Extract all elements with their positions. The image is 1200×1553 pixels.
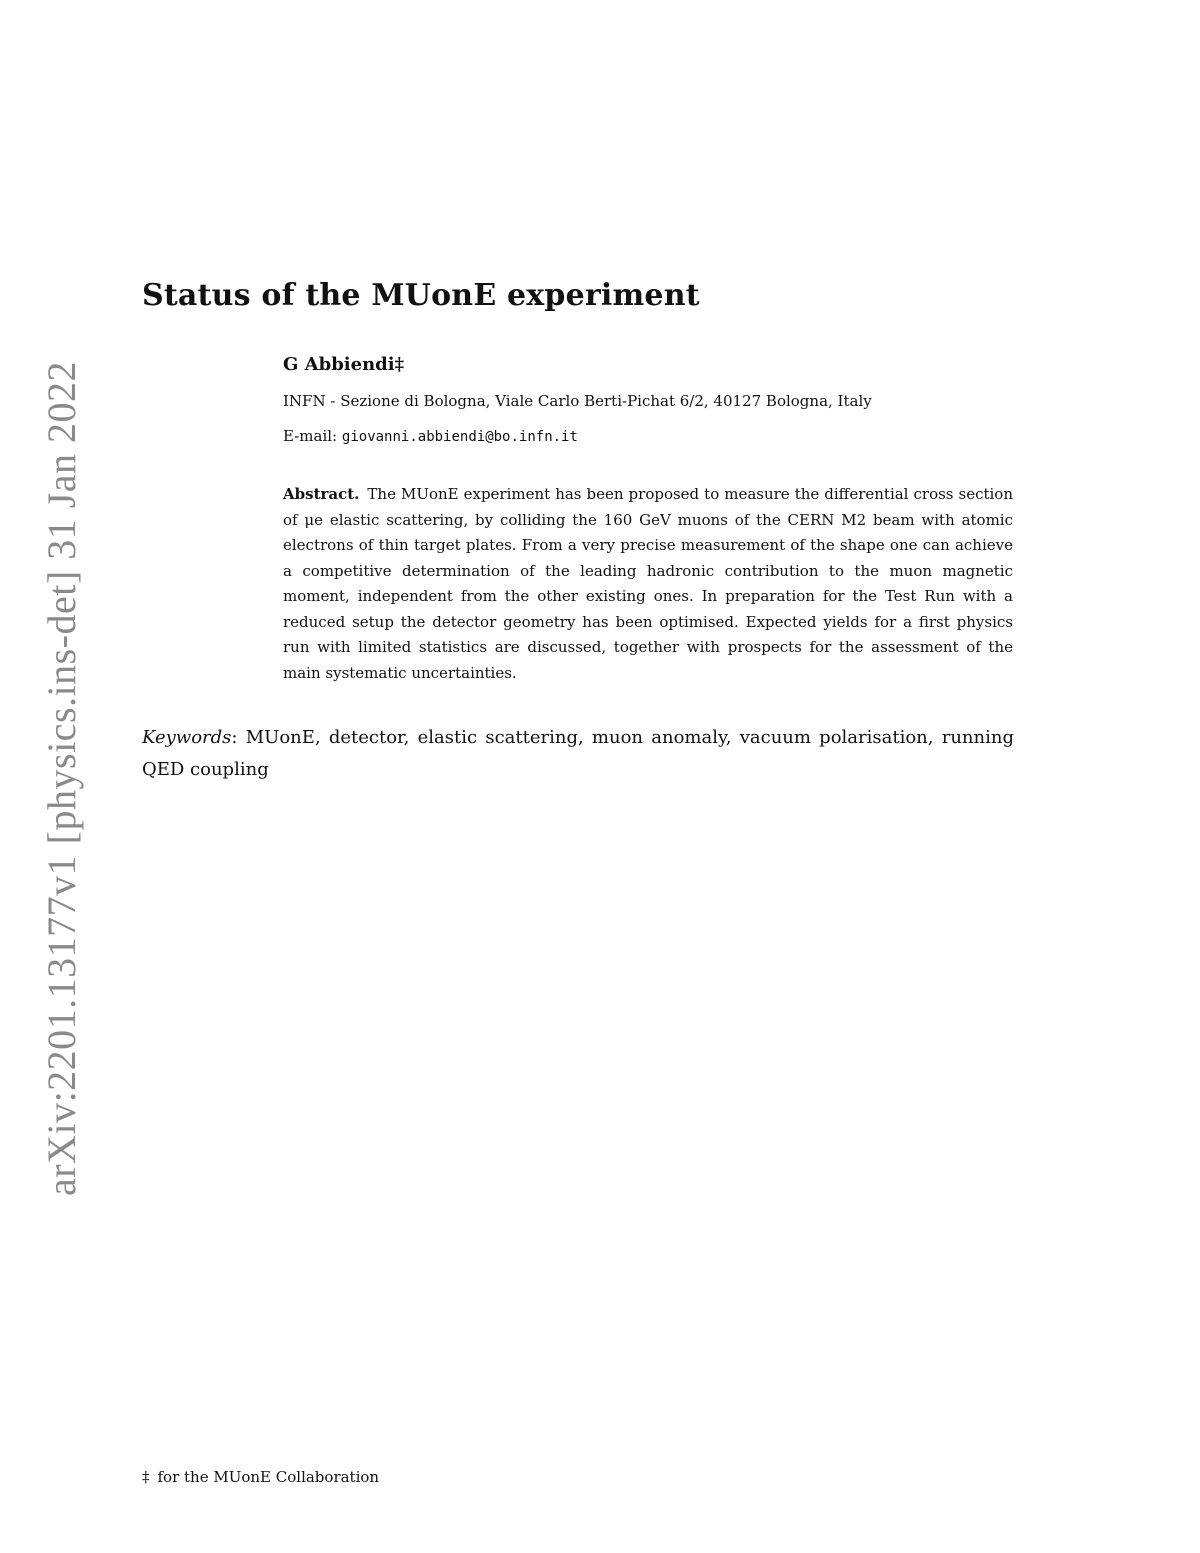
footnote — [142, 1468, 379, 1486]
email-label: E-mail: — [283, 427, 338, 445]
author-footnote-mark: ‡ — [394, 354, 404, 375]
footnote-mark: ‡ — [142, 1468, 150, 1486]
keywords-text: MUonE, detector, elastic scattering, muon anomaly, vacuum polarisation, running QED coupling — [142, 727, 1014, 780]
author-affiliation: INFN - Sezione di Bologna, Viale Carlo Berti-Pichat 6/2, 40127 Bologna, Italy — [283, 392, 872, 410]
keywords: Keywords: MUonE, detector, elastic scattering, muon anomaly, vacuum polarisation, running QED coupling — [142, 727, 1014, 780]
keywords-label: Keywords — [142, 727, 232, 748]
paper-title: Status of the MUonE experiment — [142, 278, 700, 313]
abstract-heading: Abstract. — [283, 485, 360, 503]
footnote-text: for the MUonE Collaboration — [157, 1468, 380, 1486]
abstract — [283, 482, 1013, 686]
email-line — [283, 427, 578, 445]
email-address: giovanni.abbiendi@bo.infn.it — [341, 429, 578, 445]
abstract-text: The MUonE experiment has been proposed to measure the differential cross section of μe elastic scattering, by colliding the 160 GeV muons of the CERN M2 beam with atomic electrons of thin target plates. From a very precise measurement of the shape one can achieve a competitive determination of the leading hadronic contribution to the muon magnetic moment, independent from the other existing ones. In preparation for the Test Run with a reduced setup the detector geometry has been optimised. Expected yields for a first physics run with limited statistics are discussed, together with prospects for the assessment of the main systematic uncertainties. — [283, 485, 1013, 682]
author-name: G Abbiendi — [283, 354, 395, 375]
arxiv-identifier-stamp: arXiv:2201.13177v1 [physics.ins-det] 31 Jan 2022 — [39, 360, 84, 1196]
author-line — [283, 354, 404, 375]
